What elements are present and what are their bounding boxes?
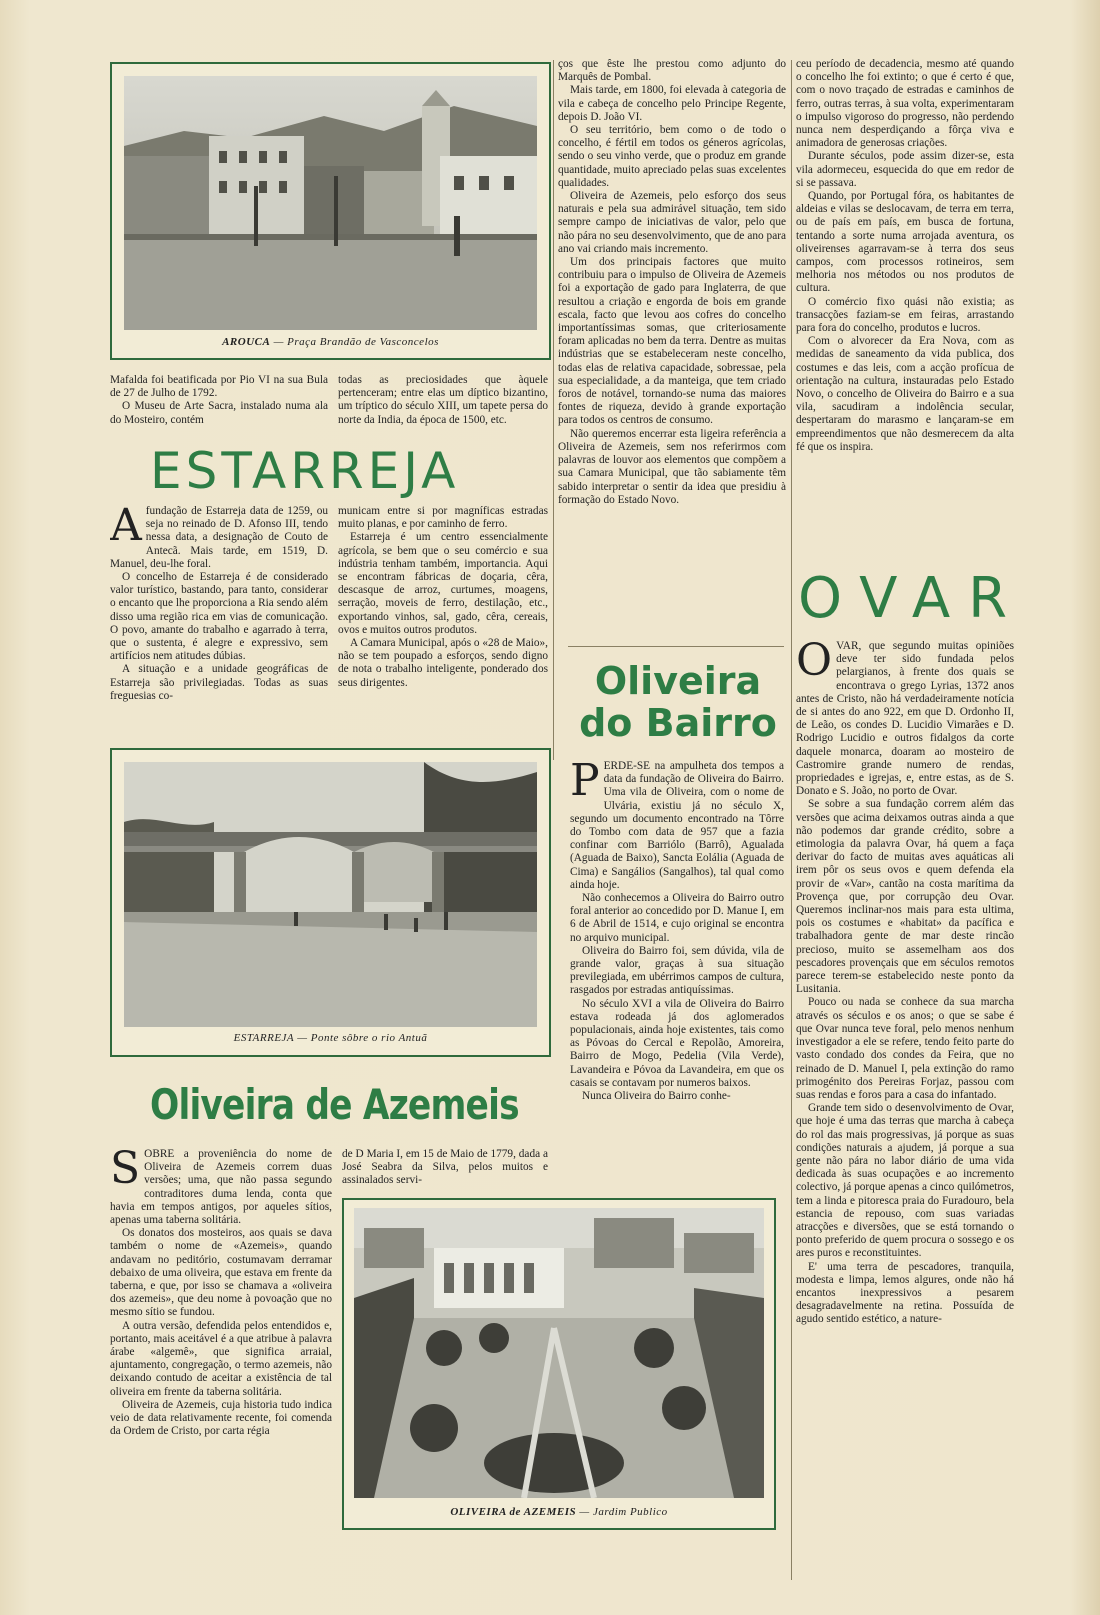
ovar-p3: Pouco ou nada se conhece da sua marcha através os séculos e os anos; o que se sabe é que Ovar nunca teve foral, pelo menos nenhum investigador a ele se refere, tendo feito parte do vasto condado dos condes da Feira, que no reinado de D. Manuel I, pela extinção do ramo primogénito dos Pereiras Forjaz, passou com suas rendas e foros para a casa do infantado. bbox=[796, 996, 1014, 1101]
col3-p2: Mais tarde, em 1800, foi elevada à categoria de vila e cabeça de concelho pelo Principe Regente, depois D. João VI. bbox=[558, 84, 786, 123]
col4-p3: Quando, por Portugal fóra, os habitantes de aldeias e vilas se deslocavam, de terra em terra, ou de país em país, em busca de fortuna, tentando a sorte numa arrojada aventura, os oliveirenses agarravam-se à terra dos seus campos, com processos rotineiros, sem melhoria nos métodos ou nos produtos de cultura. bbox=[796, 190, 1014, 295]
ovar-p4: Grande tem sido o desenvolvimento de Ovar, que hoje é uma das terras que marcha à cabeça do rol das mais progressivas, já porque as suas condições naturais a ajudem, já porque a sua gente não pára no labor diário de uma vida dedicada às suas ocupações e ao incremento colectivo, já porque apenas a cinco quilómetros, tem a linda e pitoresca praia do Furadouro, bela estancia de repouso, com suas variadas atracções e diversões, que se está tornando o ponto preferido de quem procura o sossego e os ares puros e reconstituintes. bbox=[796, 1102, 1014, 1260]
ovar-drop-cap: O bbox=[796, 640, 833, 686]
azemeis-drop-cap: S bbox=[110, 1148, 141, 1194]
bairro-title-line1: Oliveira bbox=[594, 659, 762, 703]
estarreja-caption-text: — Ponte sôbre o rio Antuã bbox=[297, 1032, 428, 1044]
azemeis-p1: a proveniência do nome de Oliveira de Azemeis correm duas versões; uma, que não passa segundo contraditores duma lenda, conta que havia em tempos antigos, por aqueles sítios, apenas uma taberna solitária. bbox=[110, 1148, 332, 1227]
arouca-photo bbox=[124, 76, 537, 330]
azemeis-caption bbox=[344, 1506, 774, 1518]
bairro-p5: Nunca Oliveira do Bairro conhe- bbox=[582, 1090, 731, 1103]
estarreja-photo bbox=[124, 762, 537, 1027]
estarreja-p3: A situação e a unidade geográficas de Estarreja são privilegiadas. Todas as suas freguesias co- bbox=[110, 663, 328, 702]
bairro-drop-cap: P bbox=[570, 760, 600, 806]
col3-p1: ços que êste lhe prestou como adjunto do Marquês de Pombal. bbox=[558, 58, 786, 84]
estarreja-drop-cap: A bbox=[110, 505, 142, 551]
azemeis-photo bbox=[354, 1208, 764, 1498]
estarreja-caption-place: ESTARREJA bbox=[233, 1032, 294, 1044]
estarreja-col1 bbox=[110, 505, 328, 743]
oliveira-bairro-title bbox=[568, 660, 788, 744]
azemeis-p4: Oliveira de Azemeis, cuja historia tudo indica veio de data relativamente recente, foi comenda da Ordem de Cristo, por carta régia bbox=[110, 1398, 332, 1438]
oliveira-azemeis-title: Oliveira de Azemeis bbox=[150, 1080, 519, 1129]
col4-p1: ceu período de decadencia, mesmo até quando o concelho lhe foi extinto; o que é certo é que, com o novo traçado de estradas e caminhos de ferro, outras terras, à sua volta, experimentaram o impulso vigoroso do progresso, não perdendo nunca nem desperdiçando a fôrça viva e animadora de generosas criações. bbox=[796, 58, 1014, 150]
ovar-title: OVAR bbox=[798, 566, 1026, 631]
arouca-para-3: todas as preciosidades que àquele pertenceram; entre elas um díptico bizantino, um tríptico do século XIII, um tapete persa do norte da India, da época de 1500, etc. bbox=[338, 374, 548, 426]
col4-p2: Durante séculos, pode assim dizer-se, esta vila adormeceu, esquecida do que em redor de si se passava. bbox=[796, 150, 1014, 189]
arouca-text-col1 bbox=[110, 374, 328, 440]
bairro-lead: ERDE-SE bbox=[603, 760, 651, 772]
arouca-caption-place: AROUCA bbox=[222, 336, 271, 348]
col3-p3: O seu território, bem como o de todo o concelho, é fértil em todos os géneros agrícolas, sendo o seu vinho verde, que o produz em grande quantidade, muito apreciado pelas suas excelentes qualidades. bbox=[558, 124, 786, 189]
bairro-p2: Não conhecemos a Oliveira do Bairro outro foral anterior ao concedido por D. Manue I, em 6 de Abril de 1514, e cujo original se encontra no arquivo municipal. bbox=[570, 892, 784, 944]
arouca-photo-frame bbox=[110, 62, 551, 360]
bairro-p4: No século XVI a vila de Oliveira do Bairro estava rodeada já dos aglomerados populacionais, ainda hoje existentes, tais como as Póvoas do Cercal e Repolão, Amoreira, Bairro de Mogo, Pedelia (Vila Verde), Lavandeira e Póvoa da Lavandeira, em que os casais se contavam por numeros baixos. bbox=[570, 997, 784, 1089]
arouca-para-1: Mafalda foi beatificada por Pio VI na sua Bula de 27 de Julho de 1792. bbox=[110, 374, 328, 400]
ovar-text bbox=[796, 640, 1014, 1580]
col3-top-text bbox=[558, 58, 786, 654]
estarreja-title: ESTARREJA bbox=[150, 442, 460, 500]
estarreja-caption bbox=[112, 1032, 549, 1044]
ovar-p1: VAR, que segundo muitas opiniões deve ter sido fundada pelos pelargianos, à frente dos quais se encontrava o grego Lyrias, 1372 anos antes de Cristo, não há verdadeiramente notícia de si antes do ano 922, em que D. Ordonho II, de Leão, os condes D. Lucidio Vimarães e D. Rodrigo Lucidio e outros fidalgos da corte daquele monarca, doaram ao mosteiro de Castromire grande numero de rendas, propriedades e igrejas, e, entre estas, as de S. Donato e S. João, no porto de Ovar. bbox=[796, 640, 1014, 798]
estarreja-p2: O concelho de Estarreja é de considerado valor turístico, bastando, para tanto, considerar o encanto que lhe proporciona a Ria sendo além disso uma região rica em vias de comunicação. O povo, amante do trabalho e agarrado à terra, que o sustenta, é alegre e expressivo, sem artifícios nem atitudes dúbias. bbox=[110, 571, 328, 663]
azemeis-caption-text: — Jardim Publico bbox=[579, 1506, 668, 1518]
azemeis-lead: OBRE bbox=[144, 1148, 175, 1160]
arouca-text-col2 bbox=[338, 374, 548, 440]
bairro-p3: Oliveira do Bairro foi, sem dúvida, vila de grande valor, graças à sua situação previlegiada, em ubérrimos campos de cultura, rasgados por estradas antiquíssimas. bbox=[570, 944, 784, 997]
azemeis-p2: Os donatos dos mosteiros, aos quais se dava também o nome de «Azemeis», quando andavam no peditório, costumavam derramar debaixo de uma oliveira, que estava em frente da taberna, e que, por isso se chamava a «oliveira dos azemeis», que deu nome à povoação que no mesmo sítio se fundou. bbox=[110, 1227, 332, 1319]
col3-p4: Oliveira de Azemeis, pelo esforço dos seus naturais e pela sua admirável situação, tem sido sempre campo de iniciativas de valor, pelo que não pára no seu desenvolvimento, que de ano para ano vai criando mais incremento. bbox=[558, 190, 786, 255]
bairro-p1: na ampulheta dos tempos a data da fundação de Oliveira do Bairro. Uma vila de Oliveira, com o nome de Ulvária, existiu já no século X, segundo um documento encontrado na Tôrre do Tombo com data de 957 que a fazia confinar com Barriólo (Barrô), Agualada (Aguada de Baixo), Sancta Eolália (Aguada de Cima) e Sangálios (Sangalhos), tal qual como ainda hoje. bbox=[570, 760, 784, 891]
bairro-title-line2: do Bairro bbox=[579, 701, 777, 745]
estarreja-p5: Estarreja é um centro essencialmente agrícola, se bem que o seu comércio e sua indústria tenham também, importancia. Aqui se encontram fábricas de doçaria, cêra, descasque de arroz, curtumes, moagens, serração, moveis de ferro, destilação, etc., exportando vinhos, sal, gado, cêra, cereais, ovos e muitos outros produtos. bbox=[338, 531, 548, 636]
estarreja-photo-frame bbox=[110, 748, 551, 1057]
col3-p6: Não queremos encerrar esta ligeira referência a Oliveira de Azemeis, sem nos referirmos com palavras de louvor aos elementos que compõem a sua Camara Municipal, que tão sabiamente têm sabido interpretar o sentir da idea que presidiu à formação do Estado Novo. bbox=[558, 427, 786, 506]
col4-p4: O comércio fixo quási não existia; as transacções faziam-se em feiras, arrastando para fora do concelho, produtos e lucros. bbox=[796, 295, 1014, 335]
azemeis-col1 bbox=[110, 1148, 332, 1530]
azemeis-caption-place: OLIVEIRA de AZEMEIS bbox=[450, 1506, 577, 1518]
col3-p5: Um dos principais factores que muito contribuiu para o impulso de Oliveira de Azemeis foi a exportação de gado para Inglaterra, de que resultou a criação e engorda de bois em grande escala, facto que levou aos cofres do concelho importantíssimas somas, que criteriosamente foram aplicadas no bem da terra. Dentre as muitas indústrias que se estabeleceram neste concelho, todas elas de relativa capacidade, sobressae, pela sua especialidade, a da manteiga, que tem criado foros de notável, tornando-se numa das maiores fontes de riqueza, devido à grande exportação para todos os centros de consumo. bbox=[558, 256, 786, 427]
bairro-text bbox=[570, 760, 784, 1192]
arouca-para-2: O Museu de Arte Sacra, instalado numa ala do Mosteiro, contém bbox=[110, 400, 328, 426]
estarreja-p1: fundação de Estarreja data de 1259, ou seja no reinado de D. Afonso III, tendo nessa data, a designação de Couto de Antecã. Mais tarde, em 1519, D. Manuel, deu-lhe foral. bbox=[110, 505, 328, 570]
azemeis-p5: de D Maria I, em 15 de Maio de 1779, dada a José Seabra da Silva, pelos muitos e assinalados servi- bbox=[342, 1148, 548, 1187]
column-rule-1 bbox=[553, 60, 554, 760]
bairro-rule bbox=[568, 646, 784, 647]
arouca-caption-text: — Praça Brandão de Vasconcelos bbox=[273, 336, 439, 348]
estarreja-p4: municam entre si por magníficas estradas muito planas, e por caminho de ferro. bbox=[338, 505, 548, 531]
column-rule-2 bbox=[791, 60, 792, 1580]
azemeis-col2 bbox=[342, 1148, 548, 1188]
estarreja-col2 bbox=[338, 505, 548, 743]
ovar-p2: Se sobre a sua fundação correm além das versões que acima deixamos outras ainda a que não podemos dar grande crédito, sobre a etimologia da palavra Ovar, há quem a faça derivar do facto de muitas aves aquáticas ali irem pôr os seus ovos e quem defenda ela provir de «Var», cantão na costa marítima da Provença que, por corrupção deu Ovar. Queremos inclinar-nos mais para esta ultima, pois os costumes e «habitat» da pacífica e trabalhadora gente de mar deste rincão precioso, muito se assemelham aos dos pescadores provençais que em séculos remotos parece terem-se estabelecido neste ponto da Lusitania. bbox=[796, 798, 1014, 996]
col4-p5: Com o alvorecer da Era Nova, com as medidas de saneamento da vida publica, dos costumes e das leis, com a acção profícua de orientação na cultura, instauradas pelo Estado Novo, o concelho de Oliveira do Bairro e a sua vila, sacudiram a indolência secular, despertaram do marasmo e lançaram-se em empreendimentos que não desmerecem da alta fé que os inspira. bbox=[796, 335, 1014, 453]
azemeis-p3: A outra versão, defendida pelos entendidos e, portanto, mais aceitável é a que atribue à palavra árabe «algemê», que significa arraial, ajuntamento, congregação, o termo azemeis, não deixando contudo de aceitar a existência de tal oliveira em frente da taberna solitária. bbox=[110, 1319, 332, 1398]
arouca-caption bbox=[112, 336, 549, 348]
ovar-p5: E' uma terra de pescadores, tranquila, modesta e limpa, lemos algures, onde não há encantos inexpressivos a pesarem desagradavelmente na retina. Possuída de agudo sentido estético, a nature- bbox=[796, 1260, 1014, 1326]
estarreja-p6: A Camara Municipal, após o «28 de Maio», não se tem poupado a esforços, sendo digno de nota o trabalho inteligente, ponderado dos seus dirigentes. bbox=[338, 637, 548, 689]
azemeis-photo-frame bbox=[342, 1198, 776, 1530]
col4-top-text bbox=[796, 58, 1014, 566]
